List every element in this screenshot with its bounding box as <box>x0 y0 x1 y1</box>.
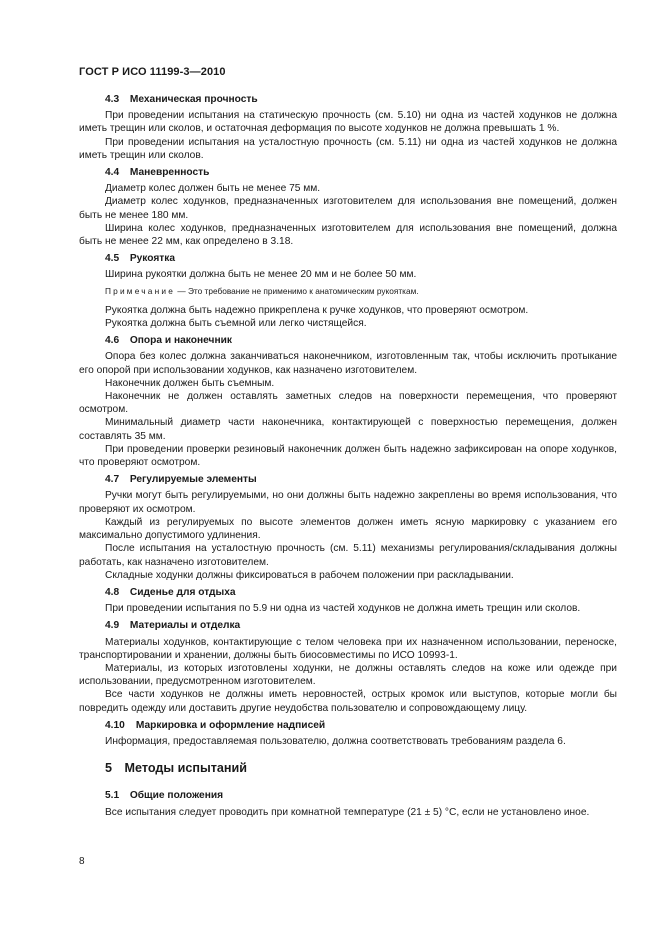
document-header: ГОСТ Р ИСО 11199-3—2010 <box>79 66 226 78</box>
paragraph: Минимальный диаметр части наконечника, контактирующей с поверхностью перемещения, должен составлять 35 мм. <box>79 417 617 442</box>
page-number: 8 <box>79 856 85 867</box>
paragraph: Наконечник должен быть съемным. <box>105 377 275 389</box>
section-heading: 4.5 Рукоятка <box>105 253 176 265</box>
paragraph: Все испытания следует проводить при комнатной температуре (21 ± 5) °C, если не установлено иное. <box>105 806 590 818</box>
paragraph: Диаметр колес должен быть не менее 75 мм. <box>105 183 321 195</box>
paragraph: При проведении испытания по 5.9 ни одна из частей ходунков не должна иметь трещин или сколов. <box>105 603 581 615</box>
section-4-10 <box>79 719 617 748</box>
paragraph: При проведении испытания на усталостную прочность (см. 5.11) ни одна из частей ходунков не должна иметь трещин или сколов. <box>79 136 617 161</box>
section-heading: 4.7 Регулируемые элементы <box>105 474 257 486</box>
paragraph: Рукоятка должна быть съемной или легко чистящейся. <box>105 318 367 330</box>
note-label: Примечание <box>105 285 176 296</box>
section-4-7 <box>79 473 617 582</box>
paragraph: Ручки могут быть регулируемыми, но они должны быть надежно закреплены во время использования, что проверяют их осмотром. <box>79 490 617 515</box>
section-heading: 4.9 Материалы и отделка <box>105 620 241 632</box>
section-5-1 <box>79 789 617 818</box>
section-heading: 4.10 Маркировка и оформление надписей <box>105 719 326 731</box>
section-4-4 <box>79 166 617 248</box>
paragraph: Материалы, из которых изготовлены ходунки, не должны оставлять следов на коже или одежде при использовании, предусмотренном изготовителем. <box>79 662 617 688</box>
paragraph: Каждый из регулируемых по высоте элементов должен иметь ясную маркировку с указанием его максимально допустимого удлинения. <box>79 516 617 542</box>
section-4-8 <box>79 586 617 615</box>
paragraph: Диаметр колес ходунков, предназначенных изготовителем для использования вне помещений, должен быть не менее 180 мм. <box>79 196 617 221</box>
paragraph: Ширина колес ходунков, предназначенных изготовителем для использования вне помещений, должна быть не менее 22 мм, как определено в 3.18. <box>79 222 617 248</box>
document-body <box>79 93 617 823</box>
section-heading: 4.8 Сиденье для отдыха <box>105 586 236 598</box>
section-heading: 4.4 Маневренность <box>105 167 210 179</box>
paragraph: После испытания на усталостную прочность (см. 5.11) механизмы регулирования/складывания должны работать, как назначено изготовителем. <box>79 543 617 568</box>
chapter-heading: 5 Методы испытаний <box>105 761 247 776</box>
section-4-5 <box>79 252 617 330</box>
paragraph: Все части ходунков не должны иметь неровностей, острых кромок или выступов, которые могли бы повредить одежду или доставить другие неудобства пользователю и сопровождающему лицу. <box>79 689 617 714</box>
paragraph: Ширина рукоятки должна быть не менее 20 мм и не более 50 мм. <box>105 269 417 281</box>
section-4-9 <box>79 619 617 714</box>
note-text: — Это требование не применимо к анатомическим рукояткам. <box>175 285 419 296</box>
paragraph: Рукоятка должна быть надежно прикреплена к ручке ходунков, что проверяют осмотром. <box>105 304 529 316</box>
paragraph: Материалы ходунков, контактирующие с телом человека при их назначенном использовании, переноске, транспортировании и хранении, должны быть биосовместимы по ИСО 10993-1. <box>79 636 617 661</box>
paragraph: Опора без колес должна заканчиваться наконечником, изготовленным так, чтобы исключить протыкание его опорой при использовании ходунков, как назначено изготовителем. <box>79 351 617 376</box>
section-heading: 5.1 Общие положения <box>105 790 224 802</box>
note <box>79 285 617 298</box>
section-4-6 <box>79 334 617 469</box>
section-heading: 4.3 Механическая прочность <box>105 94 258 105</box>
section-4-3 <box>79 93 617 162</box>
paragraph: Наконечник не должен оставлять заметных следов на поверхности перемещения, что проверяют осмотром. <box>79 391 617 416</box>
paragraph: Складные ходунки должны фиксироваться в рабочем положении при раскладывании. <box>105 569 514 581</box>
section-heading: 4.6 Опора и наконечник <box>105 335 232 347</box>
paragraph: Информация, предоставляемая пользователю, должна соответствовать требованиям раздела 6. <box>105 735 566 747</box>
paragraph: При проведении испытания на статическую прочность (см. 5.10) ни одна из частей ходунков не должна иметь трещин или сколов, и остаточная деформация по высоте ходунков не должна превышать 1 %. <box>79 110 617 135</box>
paragraph: При проведении проверки резиновый наконечник должен быть надежно зафиксирован на опоре ходунков, что проверяют осмотром. <box>79 443 617 469</box>
